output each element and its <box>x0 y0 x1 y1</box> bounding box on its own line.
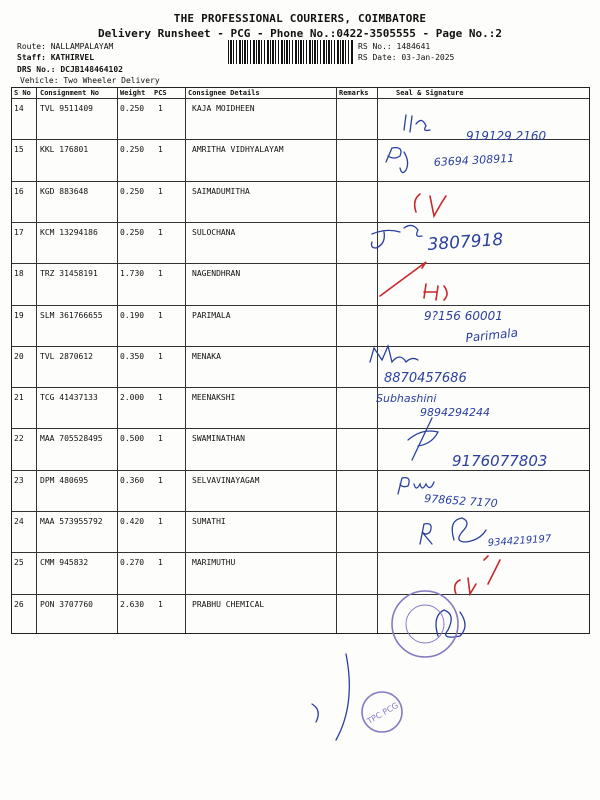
cell-weight: 0.250 <box>120 104 145 113</box>
cell-sno: 25 <box>14 558 24 568</box>
cell-consignment: TCG 41437133 <box>40 393 98 403</box>
rs-number: RS No.: 1484641 <box>358 42 431 51</box>
cell-pcs: 1 <box>158 599 163 609</box>
cell-pcs: 1 <box>158 393 163 403</box>
cell-consignment: SLM 361766655 <box>40 310 103 320</box>
phone-row-20: 8870457686 <box>384 371 467 386</box>
cell-weight: 0.250 <box>120 186 145 196</box>
cell-consignment: KCM 13294186 <box>40 227 98 237</box>
cell-consignee: KAJA MOIDHEEN <box>192 104 255 113</box>
cell-sno: 17 <box>14 227 24 237</box>
col-header-consignee: Consignee Details <box>188 89 260 97</box>
cell-pcs: 1 <box>158 104 163 113</box>
cell-sno: 16 <box>14 186 24 196</box>
phone-row-14: 919129 2160 <box>466 129 547 143</box>
cell-pcs: 1 <box>158 517 163 526</box>
staff-label: Staff: KATHIRVEL <box>17 53 95 62</box>
phone-row-23: 978652 7170 <box>423 492 499 511</box>
cell-weight: 0.360 <box>120 475 145 485</box>
cell-weight: 1.730 <box>120 269 145 279</box>
col-header-remarks: Remarks <box>339 89 369 97</box>
runsheet-title: THE PROFESSIONAL COURIERS, COIMBATORE <box>173 12 427 25</box>
col-header-sno: S No <box>14 89 31 97</box>
cell-consignee: SELVAVINAYAGAM <box>192 475 260 485</box>
cell-weight: 0.500 <box>120 434 145 444</box>
cell-pcs: 1 <box>158 351 163 361</box>
cell-consignee: PARIMALA <box>192 310 231 320</box>
cell-consignee: SULOCHANA <box>192 227 236 237</box>
name-row-19: Parimala <box>464 325 519 345</box>
cell-sno: 20 <box>14 351 24 361</box>
cell-consignee: NAGENDHRAN <box>192 269 241 279</box>
cell-pcs: 1 <box>158 227 163 237</box>
col-header-weight: Weight <box>120 89 146 97</box>
cell-sno: 19 <box>14 310 24 320</box>
col-header-pcs: PCS <box>154 89 167 97</box>
cell-sno: 15 <box>14 145 24 155</box>
phone-row-21: 9894294244 <box>420 406 490 419</box>
cell-weight: 2.000 <box>120 393 145 403</box>
cell-consignment: CMM 945832 <box>40 558 89 568</box>
cell-consignment: TRZ 31458191 <box>40 269 98 279</box>
tpc-stamp <box>362 692 402 732</box>
tpc-stamp-text: TPC PCG <box>365 700 400 726</box>
cell-consignment: MAA 573955792 <box>40 517 103 526</box>
cell-pcs: 1 <box>158 475 163 485</box>
cell-consignee: SAIMADUMITHA <box>192 186 250 196</box>
cell-sno: 23 <box>14 475 24 485</box>
rs-date: RS Date: 03-Jan-2025 <box>358 53 455 62</box>
cell-sno: 21 <box>14 393 24 403</box>
drs-number: DRS No.: DCJB148464102 <box>17 65 123 74</box>
col-header-signature: Seal & Signature <box>396 89 464 97</box>
cell-pcs: 1 <box>158 310 163 320</box>
col-header-consignment: Consignment No <box>40 89 100 97</box>
cell-sno: 26 <box>14 599 24 609</box>
cell-consignee: AMRITHA VIDHYALAYAM <box>192 145 284 155</box>
cell-pcs: 1 <box>158 434 163 444</box>
cell-consignee: SWAMINATHAN <box>192 434 245 444</box>
barcode <box>228 40 354 64</box>
cell-weight: 0.350 <box>120 351 145 361</box>
cell-weight: 0.420 <box>120 517 145 526</box>
name-row-21: Subhashini <box>376 392 437 405</box>
phone-row-24: 9344219197 <box>487 533 552 549</box>
cell-weight: 0.190 <box>120 310 145 320</box>
cell-consignment: TVL 2870612 <box>40 351 93 361</box>
runsheet-table <box>11 87 590 634</box>
cell-consignee: MEENAKSHI <box>192 393 236 403</box>
cell-consignment: PON 3707760 <box>40 599 93 609</box>
vehicle-label: Vehicle: Two Wheeler Delivery <box>20 76 160 85</box>
cell-consignee: SUMATHI <box>192 517 226 526</box>
cell-sno: 24 <box>14 517 24 526</box>
cell-weight: 2.630 <box>120 599 145 609</box>
cell-sno: 14 <box>14 104 24 113</box>
cell-consignment: KGD 883648 <box>40 186 89 196</box>
cell-pcs: 1 <box>158 145 163 155</box>
phone-row-19: 9?156 60001 <box>424 309 503 323</box>
cell-pcs: 1 <box>158 269 163 279</box>
cell-consignment: DPM 480695 <box>40 475 89 485</box>
ink-mark-bottom <box>312 654 349 740</box>
phone-row-22: 9176077803 <box>452 452 548 470</box>
cell-consignment: KKL 176801 <box>40 145 89 155</box>
phone-row-17: 3807918 <box>426 229 504 255</box>
phone-row-15: 63694 308911 <box>433 151 515 169</box>
cell-weight: 0.270 <box>120 558 145 568</box>
cell-consignee: MENAKA <box>192 351 221 361</box>
cell-sno: 18 <box>14 269 24 279</box>
cell-sno: 22 <box>14 434 24 444</box>
cell-weight: 0.250 <box>120 145 145 155</box>
cell-weight: 0.250 <box>120 227 145 237</box>
runsheet-subtitle: Delivery Runsheet - PCG - Phone No.:0422-3505555 - Page No.:2 <box>98 27 502 40</box>
cell-consignee: PRABHU CHEMICAL <box>192 599 265 609</box>
cell-pcs: 1 <box>158 558 163 568</box>
cell-consignment: TVL 9511409 <box>40 104 93 113</box>
cell-consignee: MARIMUTHU <box>192 558 236 568</box>
cell-consignment: MAA 705528495 <box>40 434 103 444</box>
cell-pcs: 1 <box>158 186 163 196</box>
route-label: Route: NALLAMPALAYAM <box>17 42 114 51</box>
